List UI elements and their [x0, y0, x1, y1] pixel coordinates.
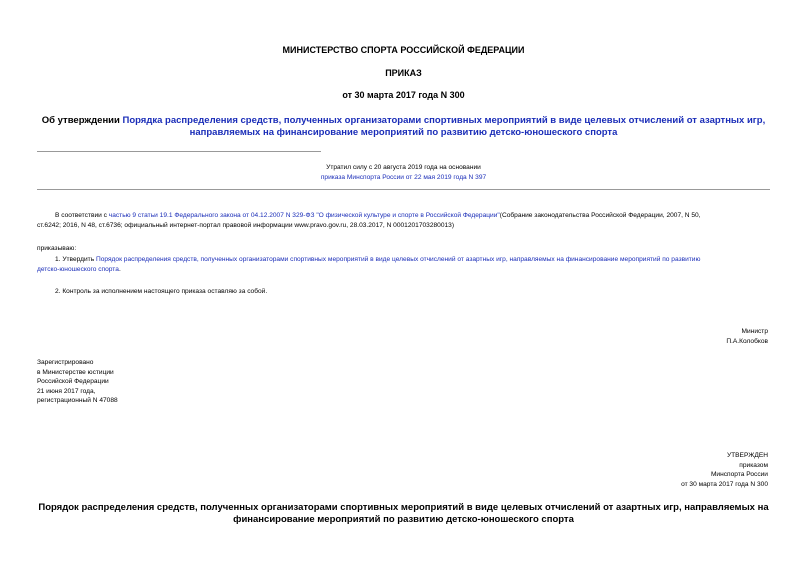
expiry-notice-text: Утратил силу с 20 августа 2019 года на основании — [326, 164, 481, 171]
expiry-notice-link[interactable]: приказа Минспорта России от 22 мая 2019 года N 397 — [320, 173, 487, 181]
approval-line: приказом — [739, 461, 768, 469]
section-title — [30, 502, 777, 526]
law-link[interactable]: частью 9 статьи 19.1 Федерального закона от 04.12.2007 N 329-ФЗ "О физической культуре и спорте в Российской Федерации" — [108, 212, 500, 219]
doc-type-heading: ПРИКАЗ — [385, 68, 422, 78]
expiry-notice — [200, 163, 607, 182]
signature-position: Министр — [741, 328, 768, 335]
ministry-heading: МИНИСТЕРСТВО СПОРТА РОССИЙСКОЙ ФЕДЕРАЦИИ — [282, 45, 525, 55]
signature-block — [726, 327, 768, 346]
registration-line: Зарегистрировано — [37, 359, 94, 366]
title-line-1 — [30, 115, 777, 127]
item-2: 2. Контроль за исполнением настоящего приказа оставляю за собой. — [55, 288, 268, 295]
item-1-prefix: 1. Утвердить — [55, 256, 96, 263]
item-1-link-line-2[interactable]: детско-юношеского спорта — [37, 265, 119, 273]
document-title — [30, 115, 777, 139]
preamble-line-2: ст.6242; 2016, N 48, ст.6736; официальный интернет-портал правовой информации www.pravo.gov.ru, 28.03.2017, N 0001201703280013) — [37, 221, 455, 229]
preamble — [37, 211, 777, 230]
preamble-start: В соответствии с — [55, 212, 109, 219]
approval-block — [681, 451, 768, 489]
registration-line: в Министерстве юстиции — [37, 368, 114, 376]
item-1 — [37, 255, 777, 274]
approval-line: Минспорта России — [710, 471, 768, 479]
registration-line: Российской Федерации — [37, 378, 109, 386]
title-prefix: Об утверждении — [41, 115, 123, 126]
title-link-line-1[interactable]: Порядка распределения средств, полученных организаторами спортивных мероприятий в виде целевых отчислений от азартных игр, — [122, 115, 766, 126]
preamble-rest: (Собрание законодательства Российской Федерации, 2007, N 50, — [499, 212, 701, 219]
item-1-suffix: . — [118, 265, 121, 273]
registration-line: регистрационный N 47088 — [37, 397, 118, 405]
title-link-line-2[interactable]: направляемых на финансирование мероприятий по развитию детско-юношеского спорта — [189, 127, 618, 138]
signature-name: П.А.Колобков — [726, 337, 768, 345]
item-1-link-line-1[interactable]: Порядок распределения средств, полученных организаторами спортивных мероприятий в виде целевых отчислений от азартных игр, направляемых на финансирование мероприятий по развитию — [95, 256, 701, 263]
divider-top — [37, 151, 321, 152]
approval-line: от 30 марта 2017 года N 300 — [681, 480, 768, 488]
section-title-line-1: Порядок распределения средств, полученных организаторами спортивных мероприятий в виде целевых отчислений от азартных игр, направляемых на — [38, 502, 769, 513]
approval-line: УТВЕРЖДЕН — [726, 452, 768, 459]
registration-block — [37, 358, 118, 406]
section-title-line-2: финансирование мероприятий по развитию детско-юношеского спорта — [233, 514, 574, 525]
order-word: приказываю: — [37, 245, 77, 252]
divider-bottom — [37, 189, 770, 190]
registration-line: 21 июня 2017 года, — [37, 387, 96, 395]
doc-date: от 30 марта 2017 года N 300 — [342, 90, 465, 100]
